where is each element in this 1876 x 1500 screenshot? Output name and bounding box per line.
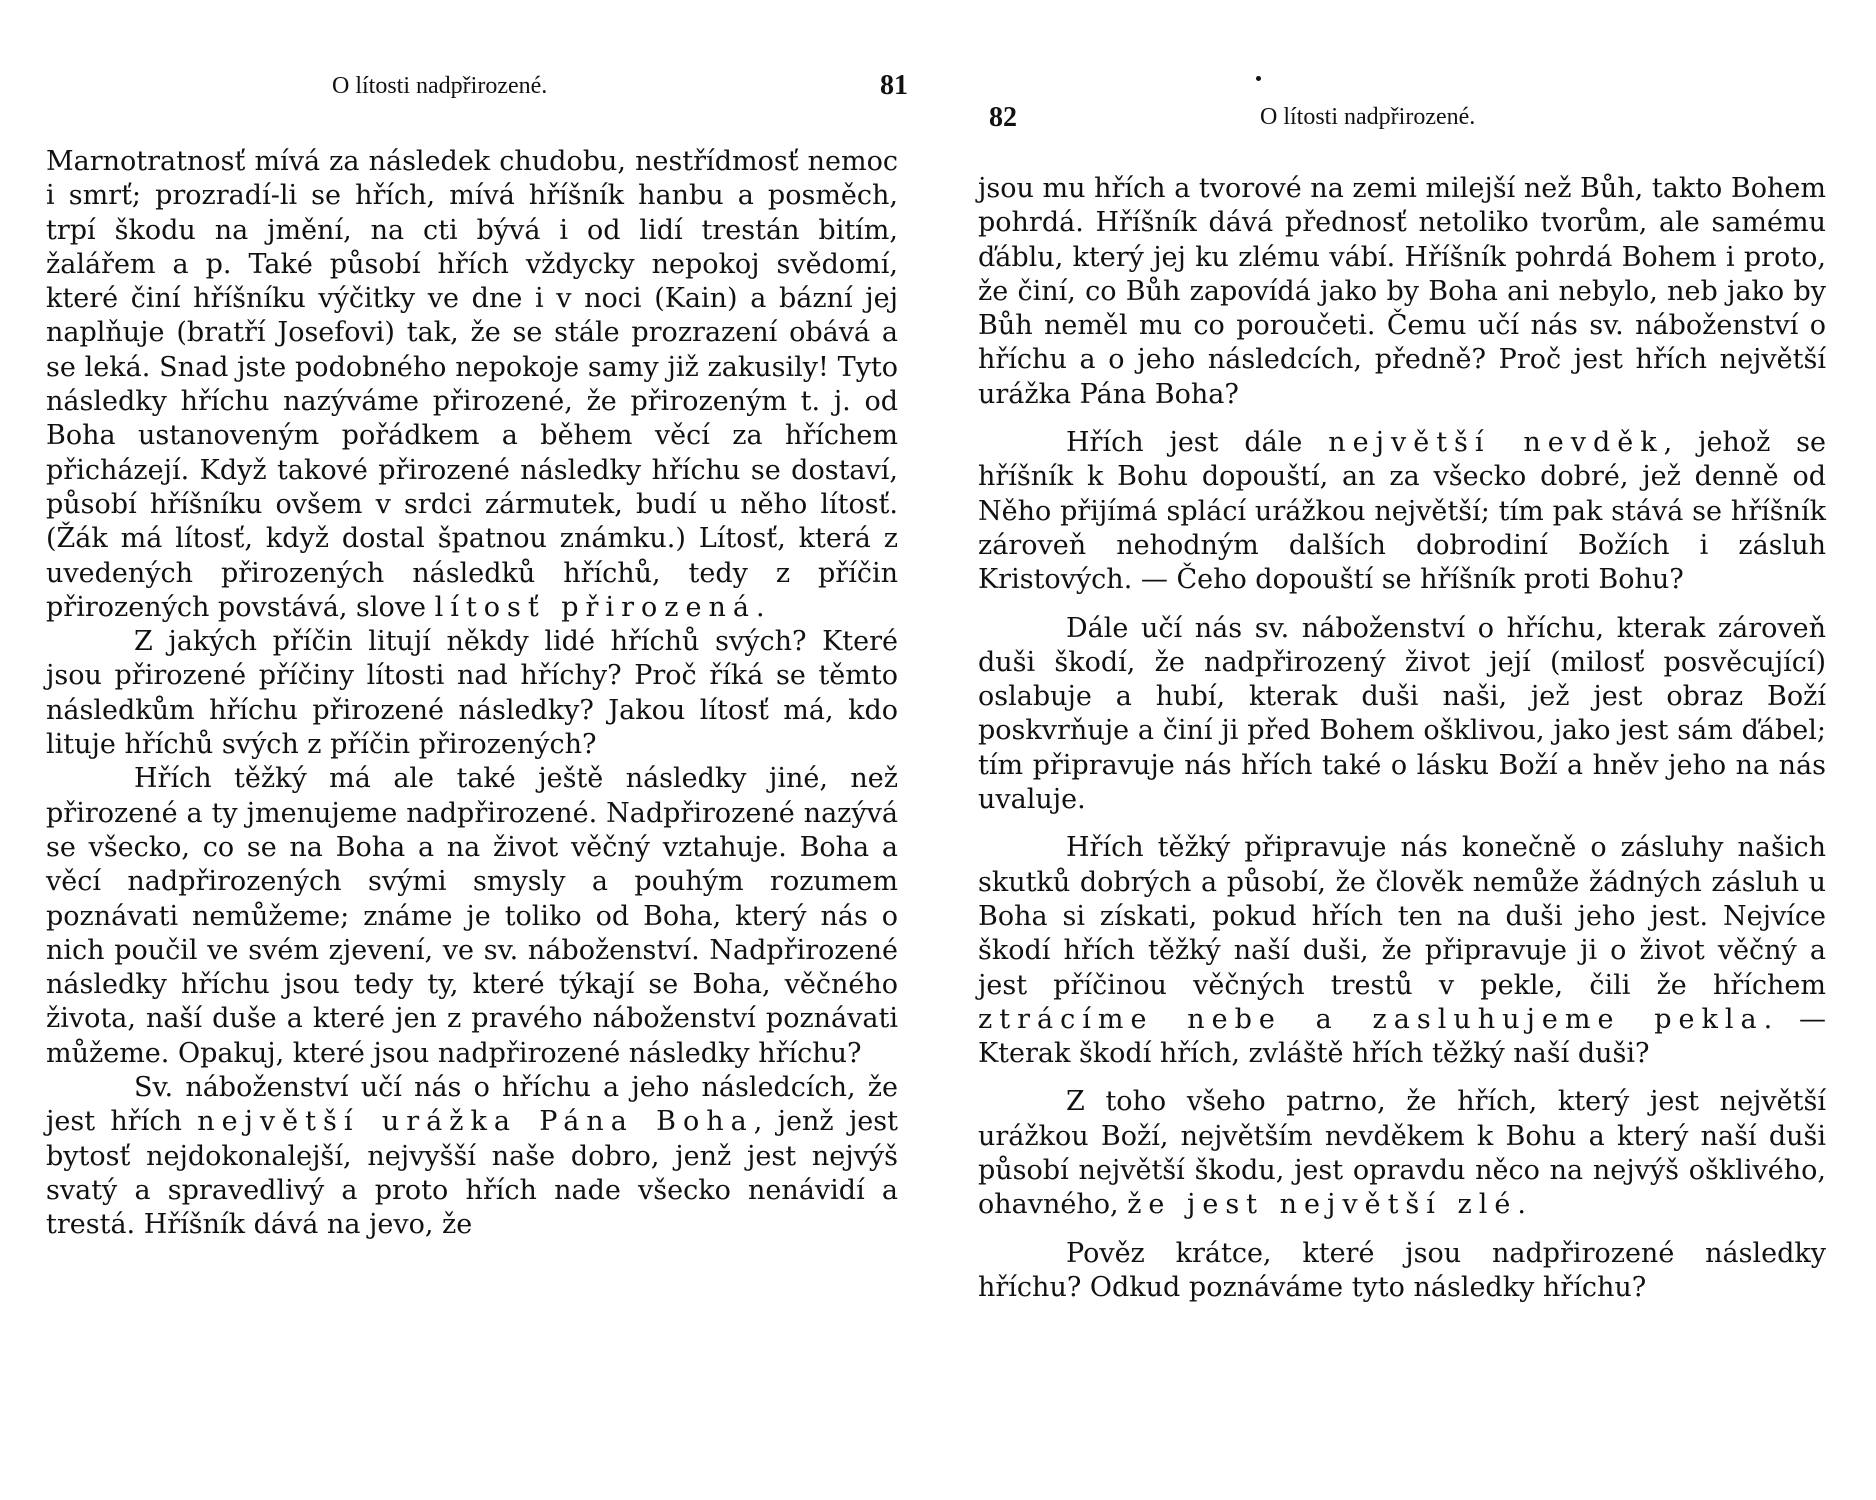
text-run: . (755, 591, 765, 623)
running-title: O lítosti nadpřirozené. (1260, 104, 1476, 130)
text-run: Z toho všeho patrno, že hřích, který jest největší urážkou Boží, největším nevděkem k Bohu a který naší duši působí největší škodu, jest opravdu něco na nejvýš ošklivého, ohavného, (978, 1086, 1826, 1221)
text-run: Marnotratnosť mívá za následek chudobu, nestřídmosť nemoc i smrť; prozradí-li se hřích, mívá hříšník hanbu a posměch, trpí škodu na jmění, na cti bývá i od lidí trestán bitím, žalářem a p. Také působí hřích vždycky nepokoj svědomí, které činí hříšníku výčitky ve dne i v noci (Kain) a bázní jej naplňuje (bratří Josefovi) tak, že se stále prozrazení obává a se leká. Snad jste podobného nepokoje samy již zakusily! Tyto následky hříchu nazýváme přirozené, že přirozeným t. j. od Boha ustanoveným pořádkem a během věcí za hříchem přicházejí. Když takové přirozené následky hříchu se dostaví, působí hříšníku ovšem v srdci zármutek, budí u něho lítosť. (Žák má lítosť, když dostal špatnou známku.) Lítosť, která z uvedených přirozených následků hříchů, tedy z příčin přirozených povstává, slove (46, 146, 898, 623)
text-run: Hřích těžký má ale také ještě následky jiné, než přirozené a ty jmenujeme nadpřirozené. Nadpřirozené nazývá se všecko, co se na Boha a na život věčný vztahuje. Boha a věcí nadpřirozených svými smysly a pouhým rozumem poznávati nemůžeme; známe je toliko od Boha, který nás o nich poučil ve svém zjevení, ve sv. náboženství. Nadpřirozené následky hříchu jsou tedy ty, které týkají se Boha, věčného života, naší duše a které jen z pravého náboženství poznávati můžeme. Opakuj, které jsou nadpřirozené následky hříchu? (46, 763, 898, 1069)
text-run: , jenž jest bytosť nejdokonalejší, nejvyšší naše dobro, jenž jest nejvýš svatý a spravedlivý a proto hřích nade všecko nenávidí a trestá. Hříšník dává na jevo, že (46, 1106, 898, 1241)
text-run: Pověz krátce, které jsou nadpřirozené následky hříchu? Odkud poznáváme tyto následky hříchu? (978, 1237, 1826, 1303)
paragraph (978, 172, 1826, 412)
text-run: Sv. náboženství učí nás o hříchu a jeho následcích, že jest hřích (46, 1072, 898, 1138)
text-run: , jehož se hříšník k Bohu dopouští, an za všecko dobré, jež denně od Něho přijímá splácí urážkou největší; tím pak stává se hříšník zároveň nehodným dalších dobrodiní Božích i zásluh Kristových. — Čeho dopouští se hříšník proti Bohu? (978, 427, 1826, 596)
paragraph (46, 625, 898, 762)
text-run: jsou mu hřích a tvorové na zemi milejší než Bůh, takto Bohem pohrdá. Hříšník dává přednosť netoliko tvorům, ale samému ďáblu, který jej ku zlému vábí. Hříšník pohrdá Bohem i proto, že činí, co Bůh zapovídá jako by Boha ani nebylo, neb jako by Bůh neměl mu co poroučeti. Čemu učí nás sv. náboženství o hříchu a o jeho následcích, předně? Proč jest hřích největší urážka Pána Boha? (978, 173, 1826, 410)
running-title: O lítosti nadpřirozené. (332, 73, 548, 99)
paragraph (978, 612, 1826, 818)
paragraph (978, 831, 1826, 1071)
text-run: Hřích těžký připravuje nás konečně o zásluhy našich skutků dobrých a působí, že člověk nemůže žádných zásluh u Boha si získati, pokud hřích ten na duši jeho jest. Nejvíce škodí hřích těžký naší duši, že připravuje ji o život věčný a jest příčinou věčných trestů v pekle, čili že hříchem (978, 832, 1826, 1001)
page-number: 82 (989, 102, 1017, 133)
paragraph (46, 145, 898, 625)
page-number: 81 (880, 70, 908, 101)
paragraph (978, 426, 1826, 597)
text-run: Z jakých příčin litují někdy lidé hříchů svých? Které jsou přirozené příčiny lítosti nad hříchy? Proč říká se těmto následkům hříchu přirozené následky? Jakou lítosť má, kdo lituje hříchů svých z příčin přirozených? (46, 626, 898, 761)
spaced-emphasis: že jest největší zlé (1127, 1189, 1518, 1221)
paragraph (978, 1085, 1826, 1222)
spaced-emphasis: největší nevděk (1328, 427, 1664, 459)
right-page (938, 0, 1876, 1500)
spaced-emphasis: největší urážka Pána Boha (197, 1106, 754, 1138)
text-run: Hřích jest dále (1066, 427, 1329, 459)
text-run: . (1517, 1189, 1526, 1221)
body-text (978, 172, 1826, 1305)
text-run: . — Kterak škodí hřích, zvláště hřích těžký naší duši? (978, 1003, 1826, 1070)
spaced-emphasis: ztrácíme nebe a zasluhujeme pekla (978, 1003, 1764, 1035)
paragraph (978, 1237, 1826, 1306)
print-mark (1256, 76, 1261, 81)
body-text (46, 145, 898, 1243)
spaced-emphasis: lítosť přirozená (434, 591, 756, 623)
paragraph (46, 1071, 898, 1242)
paragraph (46, 762, 898, 1071)
text-run: Dále učí nás sv. náboženství o hříchu, kterak zároveň duši škodí, že nadpřirozený život její (milosť posvěcující) oslabuje a hubí, kterak duši naši, jež jest obraz Boží poskvrňuje a činí ji před Bohem ošklivou, jako jest sám ďábel; tím připravuje nás hřích také o lásku Boží a hněv jeho na nás uvaluje. (978, 612, 1826, 816)
